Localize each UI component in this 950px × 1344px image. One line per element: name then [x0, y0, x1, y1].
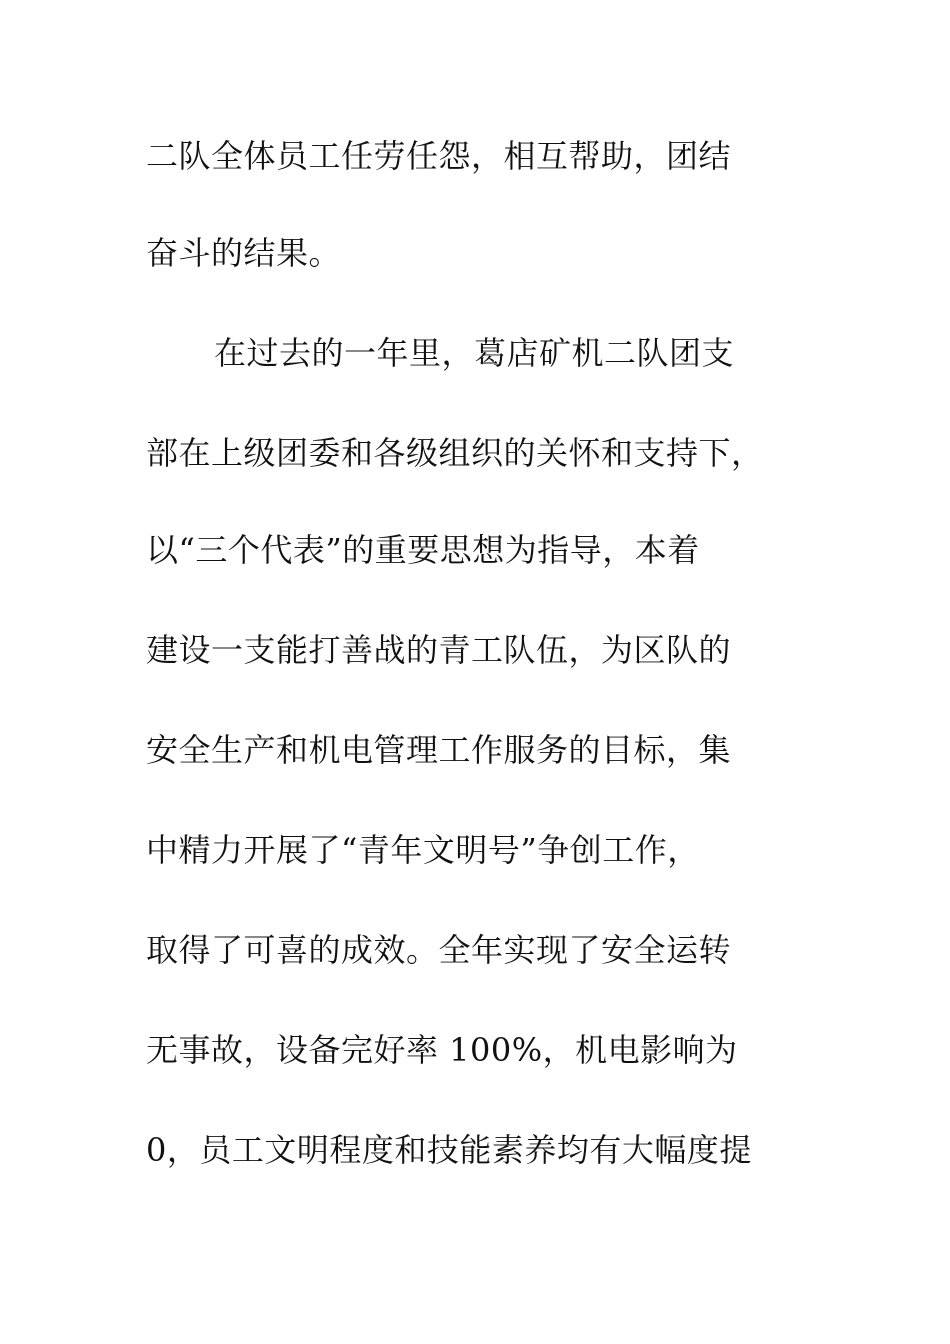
text-line-2: 奋斗的结果。 — [146, 234, 342, 272]
text-line-6: 建设一支能打善战的青工队伍，为区队的 — [146, 631, 732, 669]
text-line-7: 安全生产和机电管理工作服务的目标，集 — [146, 731, 732, 769]
text-line-1: 二队全体员工任劳任怨，相互帮助，团结 — [146, 137, 732, 175]
paragraph-start-line: 在过去的一年里，葛店矿机二队团支 — [214, 334, 735, 372]
text-line-10: 无事故，设备完好率 100%，机电影响为 — [146, 1031, 738, 1069]
text-line-9: 取得了可喜的成效。全年实现了安全运转 — [146, 931, 732, 969]
text-line-4: 部在上级团委和各级组织的关怀和支持下， — [146, 434, 764, 472]
text-line-8: 中精力开展了“青年文明号”争创工作， — [146, 831, 700, 869]
text-line-11: 0，员工文明程度和技能素养均有大幅度提 — [146, 1131, 752, 1169]
text-line-5: 以“三个代表”的重要思想为指导，本着 — [146, 531, 700, 569]
